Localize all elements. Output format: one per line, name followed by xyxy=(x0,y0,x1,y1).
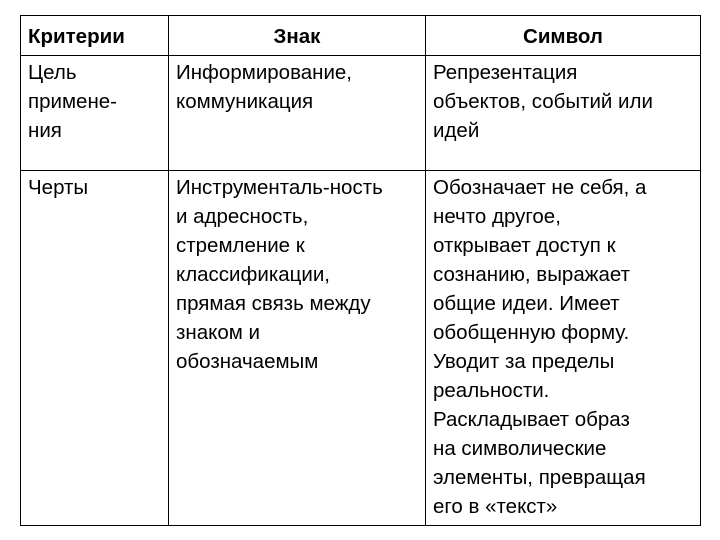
cell-text: Репрезентация объектов, событий или идей xyxy=(433,61,653,142)
table-row xyxy=(21,171,701,526)
cell-text: Обозначает не себя, а нечто другое, открывает доступ к сознанию, выражает общие идеи. Имеет обобщенную форму. Уводит за пределы реальности. Раскладывает образ на символические элементы, превращая его в «текст» xyxy=(433,176,647,518)
cell-text: Информирование, коммуникация xyxy=(176,61,353,113)
cell-sign-purpose xyxy=(169,56,426,171)
cell-text: Цель примене- ния xyxy=(28,61,117,142)
cell-sign-traits xyxy=(169,171,426,526)
cell-text: Черты xyxy=(28,176,89,199)
cell-symbol-purpose xyxy=(426,56,701,171)
header-criteria: Критерии xyxy=(21,16,169,56)
table-header-row xyxy=(21,16,701,56)
comparison-table xyxy=(20,15,701,526)
cell-symbol-traits xyxy=(426,171,701,526)
cell-text: Инструменталь-ность и адресность, стремление к классификации, прямая связь между знаком и обозначаемым xyxy=(176,176,383,373)
header-symbol: Символ xyxy=(426,16,701,56)
cell-criterion-purpose xyxy=(21,56,169,171)
cell-criterion-traits xyxy=(21,171,169,526)
table-row xyxy=(21,56,701,171)
header-sign: Знак xyxy=(169,16,426,56)
